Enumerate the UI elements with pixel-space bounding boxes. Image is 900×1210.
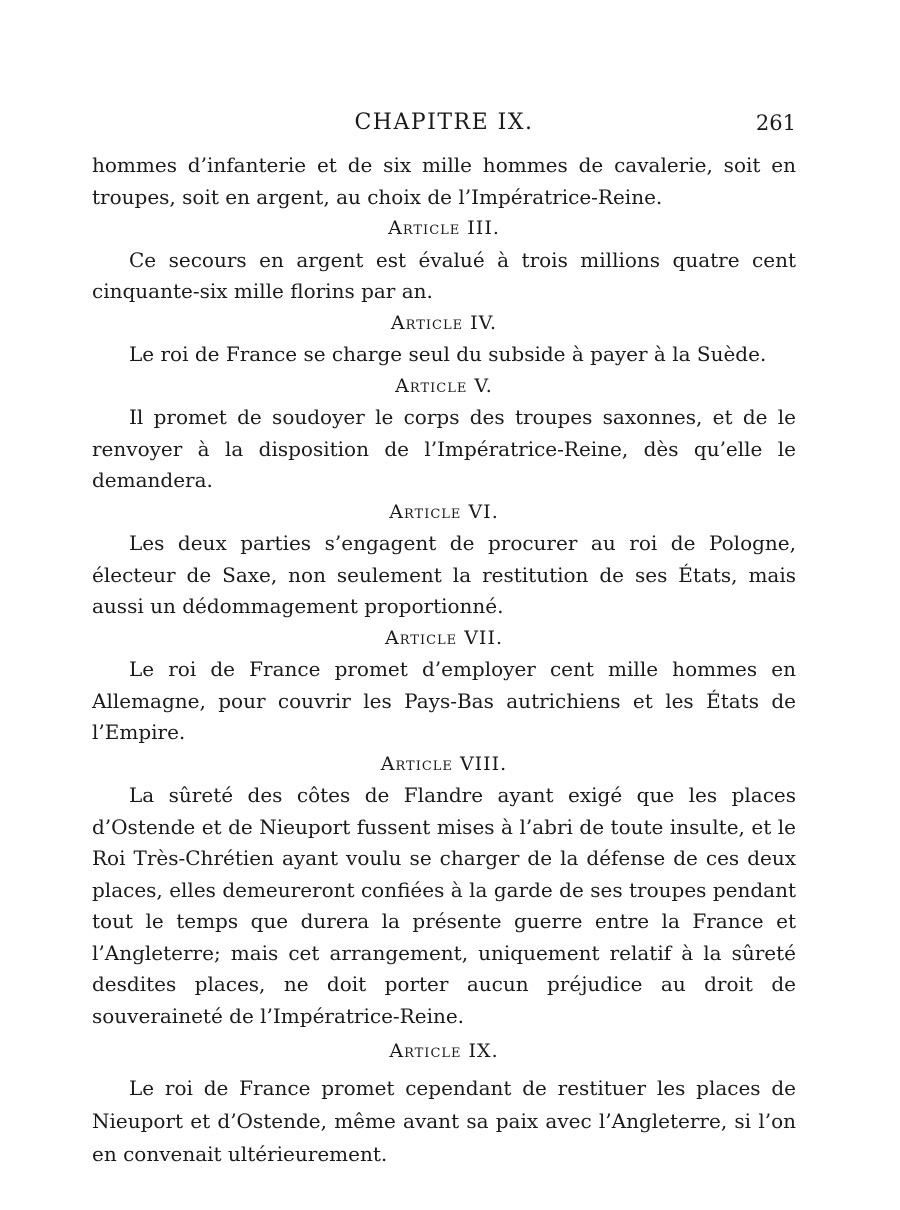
chapter-title: CHAPITRE IX. <box>354 110 534 135</box>
article-heading-9: Article IX. <box>389 1040 499 1062</box>
paragraph-continued: hommes d’infanterie et de six mille hommes de cavalerie, soit en troupes, soit en argent, au choix de l’Impératrice-Reine. <box>92 153 796 209</box>
article-heading-6: Article VI. <box>389 500 499 523</box>
body-text <box>92 150 796 1171</box>
article-heading-7: Article VII. <box>385 626 503 649</box>
article-heading-5: Article V. <box>395 374 493 397</box>
article-heading-8: Article VIII. <box>380 752 508 775</box>
article-7-text: Le roi de France promet d’employer cent mille hommes en Allemagne, pour couvrir les Pays-Bas autrichiens et les États de l’Empire. <box>92 657 796 744</box>
article-3-text: Ce secours en argent est évalué à trois millions quatre cent cinquante-six mille florins par an. <box>92 247 796 303</box>
running-head <box>92 108 796 138</box>
article-heading-3: Article III. <box>388 217 500 239</box>
article-4-text: Le roi de France se charge seul du subside à payer à la Suède. <box>129 342 767 366</box>
page-number: 261 <box>755 111 796 135</box>
article-6-text: Les deux parties s’engagent de procurer au roi de Pologne, électeur de Saxe, non seulement la restitution de ses États, mais aussi un dédommagement proportionné. <box>92 531 796 618</box>
article-heading-4: Article IV. <box>390 311 498 334</box>
article-5-text: Il promet de soudoyer le corps des troupes saxonnes, et de le renvoyer à la disposition de l’Impératrice-Reine, dès qu’elle le demandera. <box>92 405 796 492</box>
article-8-text: La sûreté des côtes de Flandre ayant exigé que les places d’Ostende et de Nieuport fussent mises à l’abri de toute insulte, et le Roi Très-Chrétien ayant voulu se charger de la défense de ces deux places, elles demeureront confiées à la garde de ses troupes pendant tout le temps que durera la présente guerre entre la France et l’Angleterre; mais cet arrangement, uniquement relatif à la sûreté desdites places, ne doit porter aucun préjudice au droit de souveraineté de l’Impératrice-Reine. <box>92 783 796 1028</box>
article-9-text: Le roi de France promet cependant de restituer les places de Nieuport et d’Ostende, même avant sa paix avec l’Angleterre, si l’on en convenait ultérieurement. <box>92 1075 796 1166</box>
